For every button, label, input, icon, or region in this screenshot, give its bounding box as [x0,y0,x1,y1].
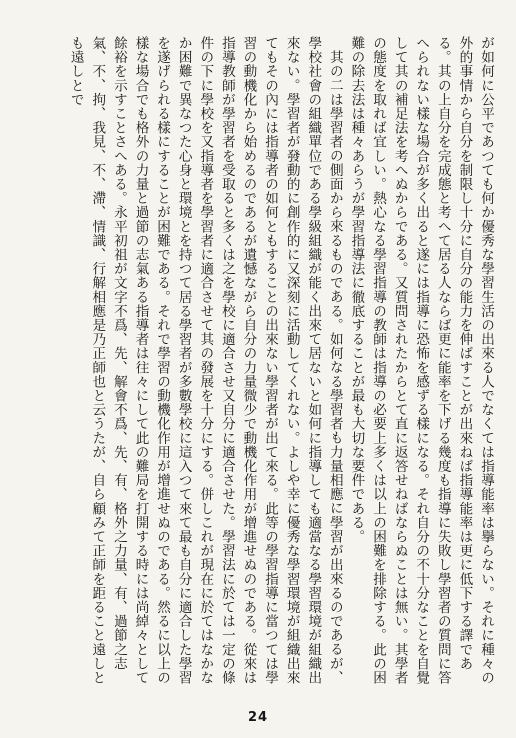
page-number: 24 [247,710,269,725]
paragraph-2: 其の二は學習者の側面から來るものである。如何なる學習者も力量相應に學習が出來るのであるが、學校社會の組織單位である學級組織が能く出來て居ないと如何に指導しても適當なる學習環境が組織出來ない。學習者が發動的に創作的に又深刻に活動してくれない。よしや幸に優秀な學習環境が組織出來てもその內には指導者の如何ともすることの出來ない學習者が出て來る。此等の學習指導に當つては學習の動機化から始めるのであるが遺憾ながら自分の力量微少で動機化作用が增進せぬのである。從來は指導教師が學習者を受取ると多くは之を學校に適合させ又自分に適合させた。學習法に於ては一定の條件の下に學校を又指導者を學習者に適合させて其の發展を十分にする。併しこれが現在に於てはなかなか困難で異なつた心身と環境とを持つて居る學習者が多數學校に這入つて來て最も自分に適合した學習を遂げられる樣にすることが困難である。それで學習の動機化作用が增進せぬのである。然るに以上の樣な場合でも格外の力量と過節の志氣ある指導者は往々にして此の難局を打開する時には尚綽々として餘裕を示すことさへある。永平初祖が文字不爲、先、解會不爲、先、有、格外之力量、有、過節之志氣、不、拘、我見、不、滯、情識、行解相應是乃正師也と云うたが、自ら顧みて正師を距ること遠しとも遠しとで [67,36,343,685]
paragraph-1: が如何に公平であつても何か優秀な學習生活の出來る人でなくては指導能率は擧らない。それに種々の外的事情から自分を制限し十分に自分の能力を伸ばすことが出來ねば指導能率は更に低下する譯である。其の上自分を完成態と考へて居る人ならば更に能率を下げる幾度も指導に失敗し學習者の質問に答へられない樣な場合が多く出ると遂には指導に恐怖を感ずる樣になる。それ自分の不十分なことを自覺して其の補足法を考へぬからである。又質問されたからとて直に返答せねばならぬことは無い。其學者の態度を取れば宜しい。熱心なる學習指導の教師は指導の必要上多くは以上の困難を排除する。此の困難の除去法は種々あらうが學習指導法に徹底することが最も大切な要件である。 [348,36,494,685]
vertical-text-body [30,36,496,696]
